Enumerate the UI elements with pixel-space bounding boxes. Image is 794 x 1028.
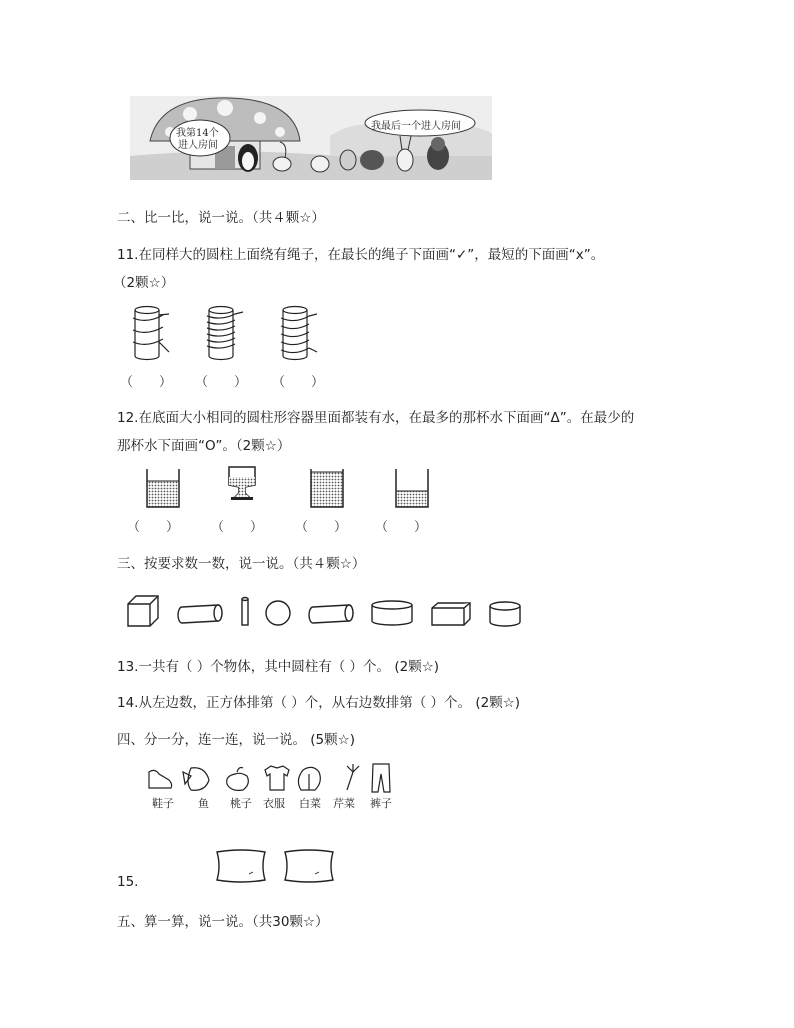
item-label-celery: 芹菜 [333, 797, 355, 810]
item-label-pants: 裤子 [370, 797, 392, 810]
item-label-clothes: 衣服 [263, 797, 285, 810]
q11-answer-paren-1[interactable]: （ ） [120, 375, 173, 390]
q13-shapes-graphic [126, 594, 526, 630]
q13-text: 13.一共有（ ）个物体，其中圆柱有（ ）个。 (2颗☆) [117, 659, 440, 675]
item-label-shoes: 鞋子 [152, 797, 174, 810]
section3-heading: 三、按要求数一数，说一说。（共４颗☆） [117, 556, 366, 572]
shoe-icon [149, 770, 172, 788]
pants-icon [372, 764, 390, 792]
q12-answer-paren-1[interactable]: （ ） [127, 520, 180, 535]
bubble-left-line2: 进人房间 [178, 140, 218, 151]
shirt-icon [265, 766, 289, 790]
q15-items-graphic [147, 762, 397, 794]
item-label-fish: 鱼 [198, 797, 209, 810]
fish-icon [183, 768, 209, 791]
q15-bags-graphic [213, 846, 337, 886]
sorting-bag-left-icon [217, 850, 265, 882]
q11-answer-paren-2[interactable]: （ ） [195, 375, 248, 390]
q14-text: 14.从左边数，正方体排第（ ）个，从右边数排第（ ）个。 (2颗☆) [117, 695, 521, 711]
item-label-peach: 桃子 [230, 797, 252, 810]
q12-answer-paren-3[interactable]: （ ） [295, 520, 348, 535]
item-label-cabbage: 白菜 [299, 797, 321, 810]
q12-text-line1: 12.在底面大小相同的圆柱形容器里面都装有水，在最多的那杯水下面画“Δ”。在最少的 [117, 410, 635, 426]
sorting-bag-right-icon [285, 850, 333, 882]
cabbage-icon [298, 767, 320, 790]
q12-text-line2: 那杯水下面画“O”。（2颗☆） [117, 438, 291, 454]
section5-heading: 五、算一算，说一说。（共30颗☆） [117, 914, 329, 930]
q12-answer-paren-4[interactable]: （ ） [375, 520, 428, 535]
q15-number: 15. [117, 874, 139, 890]
section2-heading: 二、比一比，说一说。（共４颗☆） [117, 210, 325, 226]
q11-text-line2: （2颗☆） [113, 275, 175, 291]
bubble-left-line1: 我第14个 [176, 128, 219, 139]
celery-icon [347, 764, 359, 790]
bubble-right-text: 我最后一个进人房间 [371, 121, 461, 132]
q11-text-line1: 11.在同样大的圆柱上面绕有绳子，在最长的绳子下面画“✓”，最短的下面画“x”。 [117, 247, 605, 263]
peach-icon [227, 768, 249, 791]
q12-answer-paren-2[interactable]: （ ） [211, 520, 264, 535]
q12-containers-graphic [145, 463, 435, 513]
q11-cylinders-graphic [125, 302, 335, 364]
story-illustration [130, 96, 492, 180]
section4-heading: 四、分一分，连一连，说一说。 (5颗☆) [117, 732, 356, 748]
q11-answer-paren-3[interactable]: （ ） [272, 375, 325, 390]
